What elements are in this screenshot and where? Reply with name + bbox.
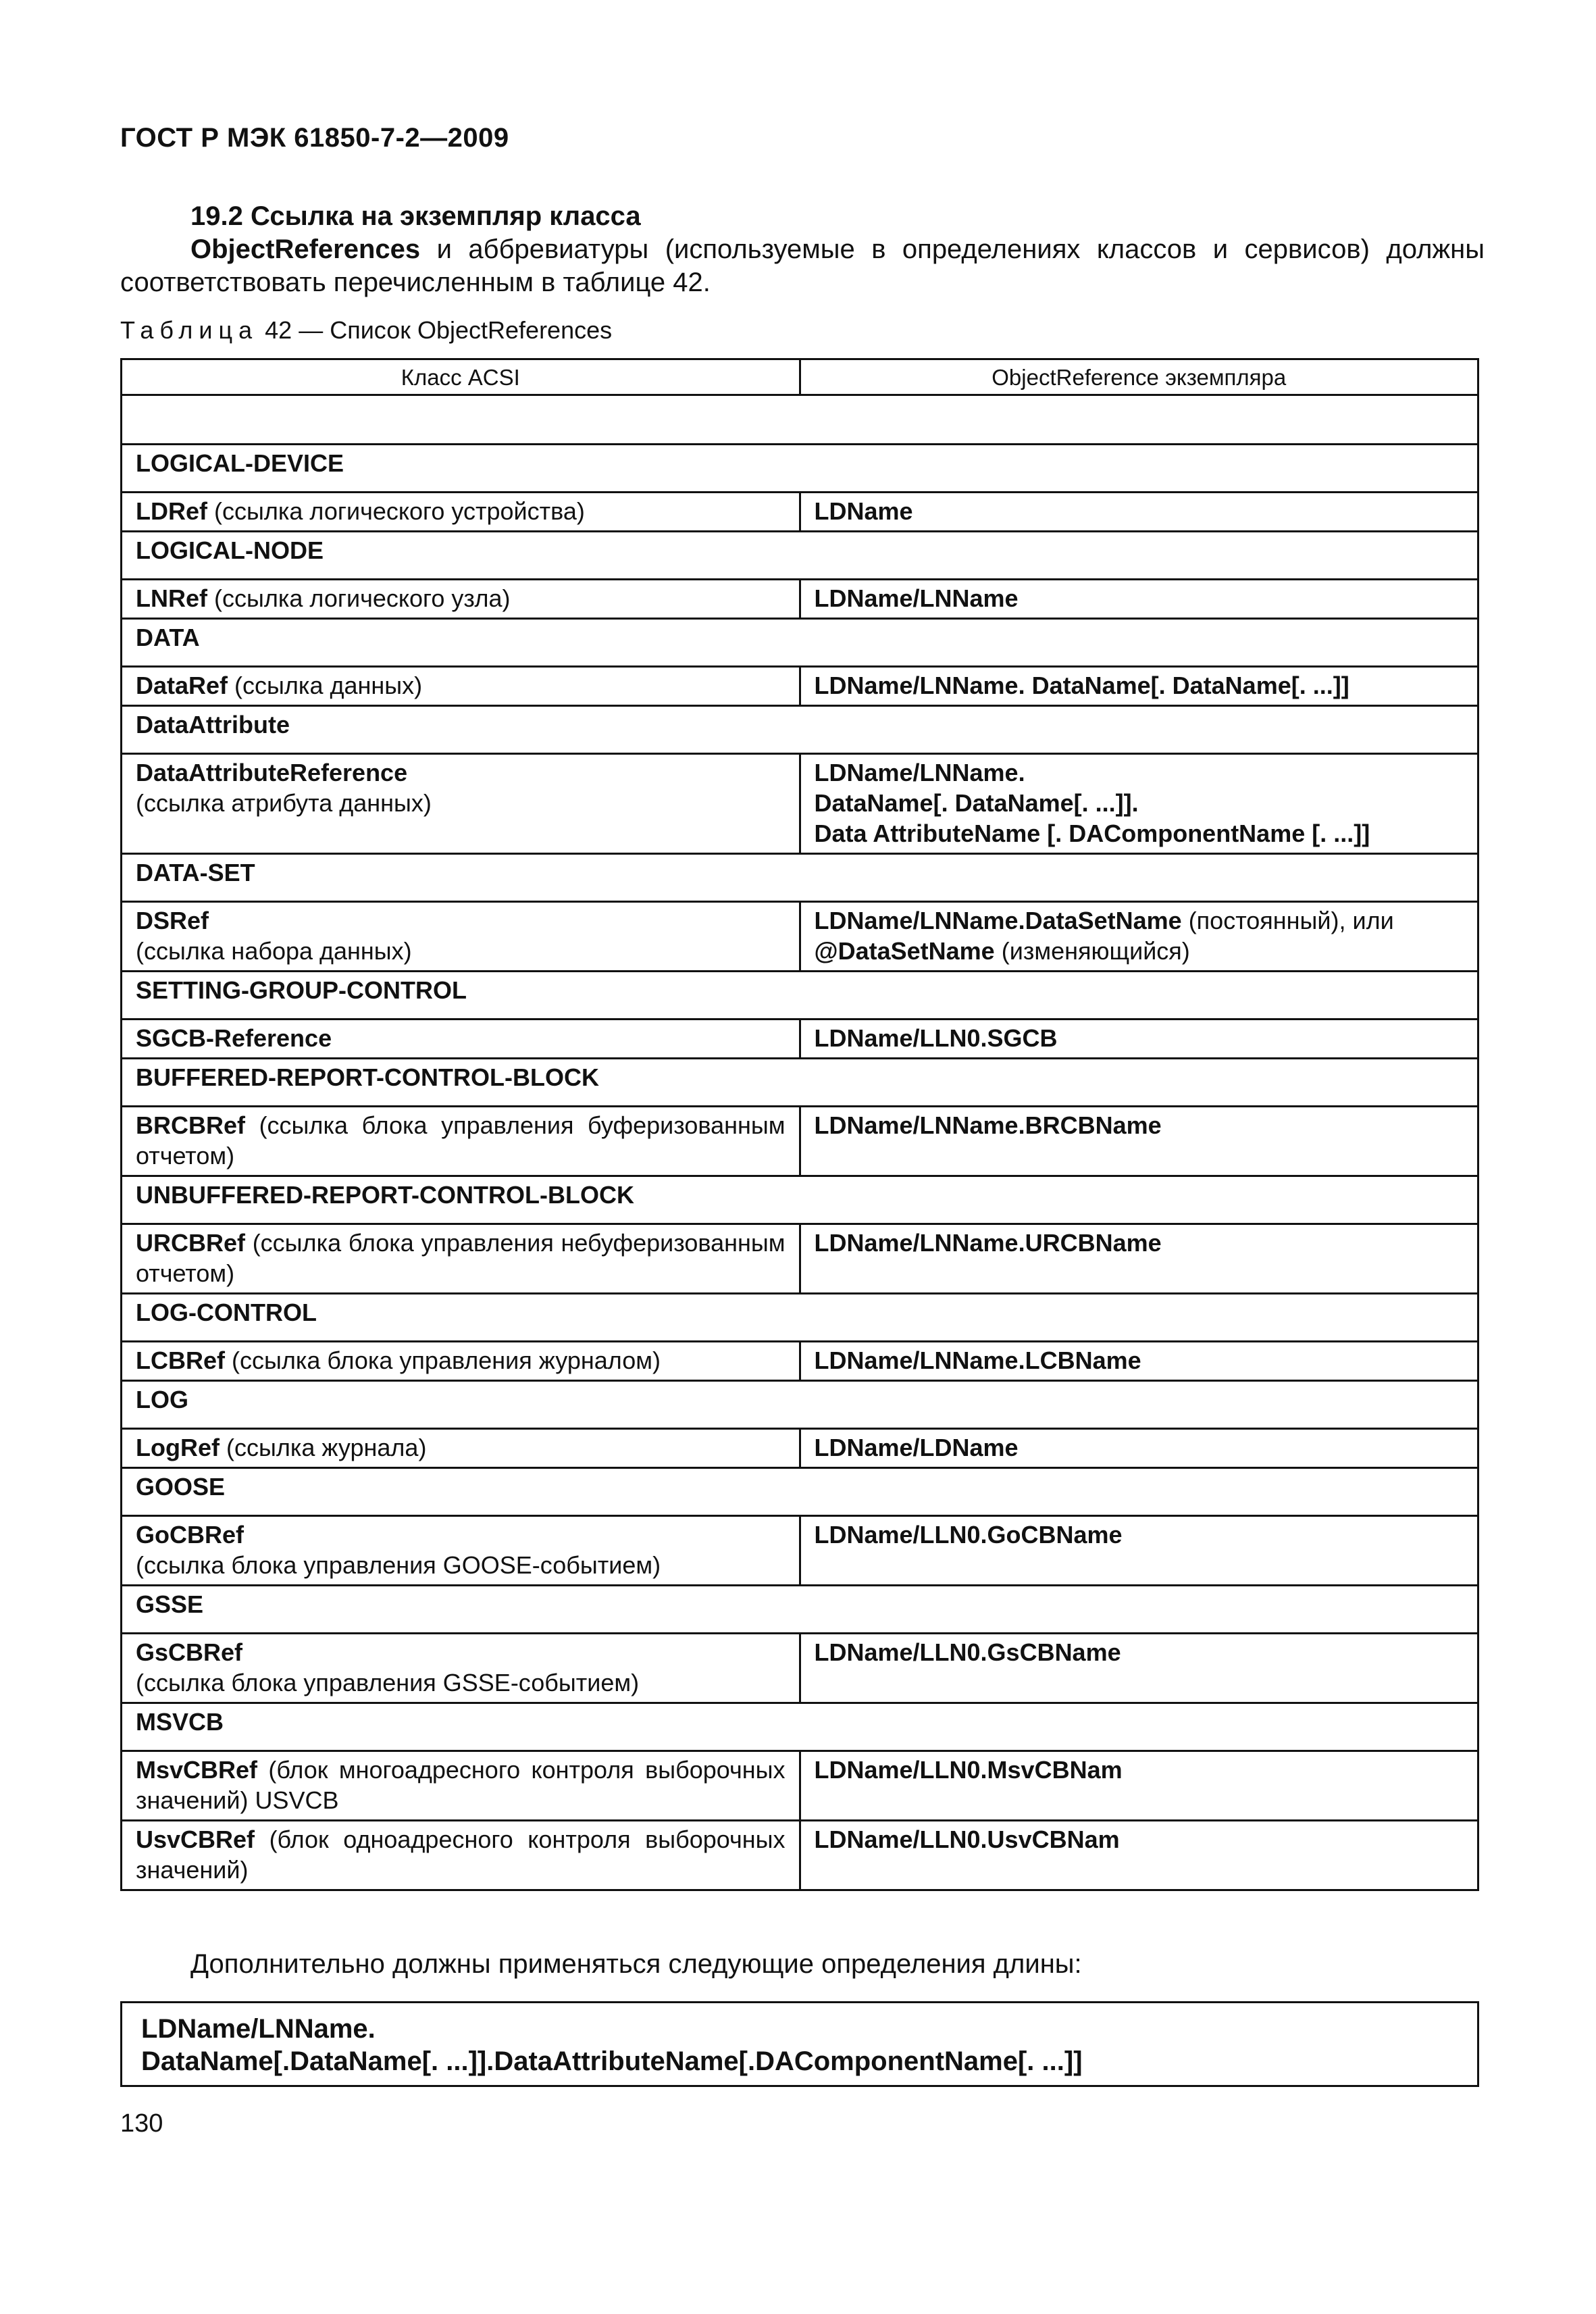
table-row: URCBRef (ссылка блока управления небуферизованным отчетом) LDName/LNName.URCBName	[122, 1224, 1478, 1294]
table-row: LDRef (ссылка логического устройства) LDName	[122, 493, 1478, 532]
table-section-row: LOGICAL-DEVICE	[122, 445, 1478, 493]
intro-text: и аббревиатуры (используемые в определениях классов и сервисов) должны соответствовать перечисленным в таблице 42.	[120, 234, 1485, 297]
table-section-row: SETTING-GROUP-CONTROL	[122, 972, 1478, 1020]
column-header-acsi-class: Класс ACSI	[122, 359, 800, 395]
table-section-row: GOOSE	[122, 1468, 1478, 1516]
box-line: LDName/LNName.	[141, 2014, 376, 2044]
table-row: BRCBRef (ссылка блока управления буферизованным отчетом) LDName/LNName.BRCBName	[122, 1107, 1478, 1176]
box-line: DataName[.DataName[. ...]].DataAttributeName[.DAComponentName[. ...]]	[141, 2046, 1083, 2076]
document-header: ГОСТ Р МЭК 61850-7-2—2009	[120, 123, 509, 153]
table-section-row: DataAttribute	[122, 706, 1478, 754]
length-definitions-text: Дополнительно должны применяться следующие определения длины:	[190, 1949, 1082, 1979]
spacer-row	[122, 395, 1478, 445]
table-row: GsCBRef (ссылка блока управления GSSE-событием) LDName/LLN0.GsCBName	[122, 1634, 1478, 1703]
table-row: LCBRef (ссылка блока управления журналом) LDName/LNName.LCBName	[122, 1342, 1478, 1381]
page-number: 130	[120, 2109, 163, 2138]
table-section-row: LOG	[122, 1381, 1478, 1429]
table-row: SGCB-Reference LDName/LLN0.SGCB	[122, 1020, 1478, 1059]
table-section-row: DATA-SET	[122, 854, 1478, 902]
table-row: UsvCBRef (блок одноадресного контроля выборочных значений) LDName/LLN0.UsvCBNam	[122, 1821, 1478, 1890]
table-row: DSRef (ссылка набора данных) LDName/LNName.DataSetName (постоянный), или @DataSetName (изменяющийся)	[122, 902, 1478, 972]
section-title: 19.2 Ссылка на экземпляр класса	[190, 201, 641, 231]
table-section-row: BUFFERED-REPORT-CONTROL-BLOCK	[122, 1059, 1478, 1107]
intro-paragraph	[120, 233, 1485, 299]
table-row: LNRef (ссылка логического узла) LDName/LNName	[122, 580, 1478, 619]
caption-word: Таблица	[120, 316, 259, 344]
table-section-row: LOG-CONTROL	[122, 1294, 1478, 1342]
length-definition-box	[120, 2001, 1479, 2087]
caption-rest: 42 — Список ObjectReferences	[258, 316, 613, 344]
object-references-table	[120, 358, 1479, 1891]
column-header-object-reference: ObjectReference экземпляра	[800, 359, 1478, 395]
table-section-row: UNBUFFERED-REPORT-CONTROL-BLOCK	[122, 1176, 1478, 1224]
section-block	[120, 200, 1485, 299]
table-row: LogRef (ссылка журнала) LDName/LDName	[122, 1429, 1478, 1468]
table-section-row: DATA	[122, 619, 1478, 667]
table-row: DataAttributeReference (ссылка атрибута данных) LDName/LNName. DataName[. DataName[. ...]]. Data AttributeName [. DAComponentName [. ...]]	[122, 754, 1478, 854]
table-row: MsvCBRef (блок многоадресного контроля выборочных значений) USVCB LDName/LLN0.MsvCBNam	[122, 1751, 1478, 1821]
table-section-row: GSSE	[122, 1586, 1478, 1634]
table-section-row: LOGICAL-NODE	[122, 532, 1478, 580]
intro-term: ObjectReferences	[190, 234, 421, 264]
table-section-row: MSVCB	[122, 1703, 1478, 1751]
table-header-row	[122, 359, 1478, 395]
table-row: DataRef (ссылка данных) LDName/LNName. DataName[. DataName[. ...]]	[122, 667, 1478, 706]
table-caption	[120, 316, 612, 345]
table-row: GoCBRef (ссылка блока управления GOOSE-событием) LDName/LLN0.GoCBName	[122, 1516, 1478, 1586]
